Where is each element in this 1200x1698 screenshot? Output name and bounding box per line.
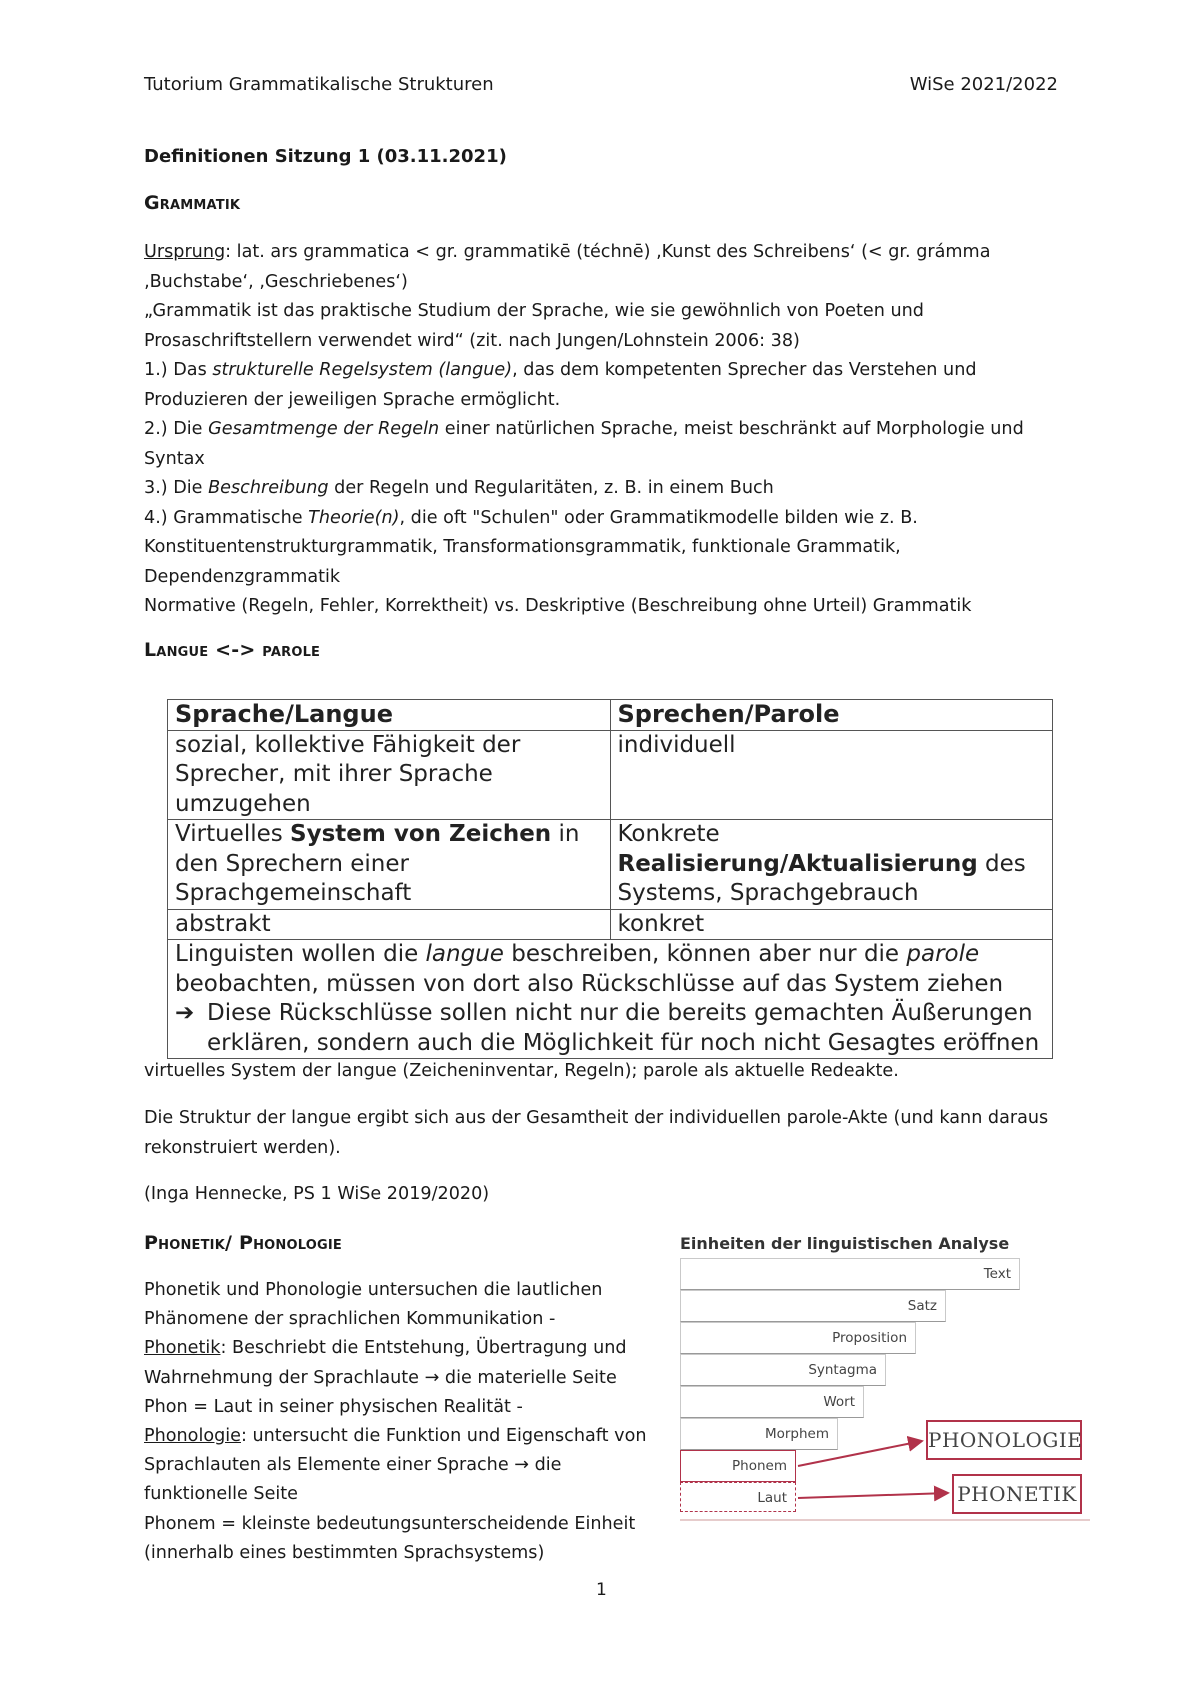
- item1-em: strukturelle Regelsystem (langue): [212, 360, 513, 380]
- phonetik-definition: [144, 1334, 664, 1392]
- arrow-phonem-phonologie: [798, 1441, 922, 1466]
- unit-level-syntagma: Syntagma: [680, 1354, 886, 1386]
- ursprung-text: : lat. ars grammatica < gr. grammatikē (téchnē) ‚Kunst des Schreibens‘ (< gr. grámma ‚Buchstabe‘, ‚Geschriebenes‘): [144, 242, 991, 292]
- unit-level-proposition: Proposition: [680, 1322, 916, 1354]
- item4-em: Theorie(n): [308, 507, 400, 528]
- phonetik-text: : Beschriebt die Entstehung, Übertragung und Wahrnehmung der Sprachlaute → die materielle Seite: [144, 1338, 627, 1388]
- phonetik-body: [144, 1276, 664, 1568]
- table-header-langue: Sprache/Langue: [168, 700, 611, 731]
- phonem-definition: Phonem = kleinste bedeutungsunterscheidende Einheit (innerhalb eines bestimmten Sprachsystems): [144, 1513, 636, 1563]
- table-header-parole: Sprechen/Parole: [610, 700, 1053, 731]
- item4-post: , die oft "Schulen" oder Grammatikmodelle bilden wie z. B. Konstituentenstrukturgrammatik, Transformationsgrammatik, funktionale Grammatik, Dependenzgrammatik: [144, 507, 918, 587]
- table-cell: abstrakt: [168, 909, 611, 940]
- phonetik-intro: Phonetik und Phonologie untersuchen die lautlichen Phänomene der sprachlichen Kommunikation -: [144, 1280, 603, 1330]
- phonetik-label: Phonetik: [144, 1338, 221, 1359]
- grammatik-item-4: [144, 504, 1064, 593]
- table-row: [168, 730, 1053, 820]
- note-text: Linguisten wollen die: [175, 941, 426, 967]
- table-header-row: [168, 700, 1053, 731]
- table-row: [168, 940, 1053, 1059]
- note-text: beschreiben, können aber nur die: [503, 941, 907, 967]
- unit-level-satz: Satz: [680, 1290, 946, 1322]
- heading-phonetik-phonologie: Phonetik/ Phonologie: [144, 1232, 342, 1254]
- unit-level-wort: Wort: [680, 1386, 864, 1418]
- heading-grammatik: Grammatik: [144, 192, 241, 214]
- item1-post: , das dem kompetenten Sprecher das Verstehen und Produzieren der jeweiligen Sprache ermöglicht.: [144, 360, 977, 410]
- item3-post: der Regeln und Regularitäten, z. B. in einem Buch: [328, 478, 774, 498]
- grammatik-item-3: [144, 474, 1064, 504]
- ursprung-line: [144, 238, 1064, 297]
- item1-pre: 1.) Das: [144, 360, 213, 380]
- item3-pre: 3.) Die: [144, 478, 209, 498]
- ursprung-label: Ursprung: [144, 242, 226, 262]
- item4-pre: 4.) Grammatische: [144, 507, 309, 528]
- cell-text: Virtuelles: [175, 821, 291, 847]
- grammatik-normative: Normative (Regeln, Fehler, Korrektheit) vs. Deskriptive (Beschreibung ohne Urteil) Grammatik: [144, 596, 972, 616]
- table-cell: [168, 820, 611, 910]
- header-semester: WiSe 2021/2022: [909, 74, 1058, 95]
- unit-level-morphem: Morphem: [680, 1418, 838, 1450]
- item3-em: Beschreibung: [208, 478, 329, 498]
- phon-definition: Phon = Laut in seiner physischen Realität -: [144, 1396, 523, 1417]
- grammatik-body: [144, 238, 1064, 622]
- arrow-laut-phonetik: [798, 1493, 948, 1498]
- grammatik-item-1: [144, 356, 1064, 415]
- item2-pre: 2.) Die: [144, 419, 209, 439]
- note-em: parole: [906, 941, 980, 967]
- table-cell: individuell: [610, 730, 1053, 820]
- table-note-cell: [168, 940, 1053, 1059]
- phonologie-text: : untersucht die Funktion und Eigenschaft von Sprachlauten als Elemente einer Sprache → die funktionelle Seite: [144, 1426, 647, 1505]
- table-row: [168, 820, 1053, 910]
- phonologie-label: Phonologie: [144, 1426, 241, 1447]
- table-row: [168, 909, 1053, 940]
- table-note-arrow-line: [175, 999, 1045, 1058]
- item2-em: Gesamtmenge der Regeln: [208, 419, 440, 439]
- units-figure-title: Einheiten der linguistischen Analyse: [680, 1234, 1010, 1253]
- langue-para-1: virtuelles System der langue (Zeicheninventar, Regeln); parole als aktuelle Redeakte.: [144, 1061, 899, 1081]
- table-note: [175, 940, 1045, 999]
- session-title: Definitionen Sitzung 1 (03.11.2021): [144, 146, 507, 167]
- table-cell: konkret: [610, 909, 1053, 940]
- header-course-title: Tutorium Grammatikalische Strukturen: [144, 74, 494, 95]
- label-phonetik: PHONETIK: [952, 1474, 1082, 1514]
- cell-bold: Realisierung/Aktualisierung: [617, 850, 978, 877]
- langue-citation: (Inga Hennecke, PS 1 WiSe 2019/2020): [144, 1184, 490, 1204]
- cell-text: des Systems, Sprachgebrauch: [617, 850, 1026, 906]
- grammatik-quote: „Grammatik ist das praktische Studium der Sprache, wie sie gewöhnlich von Poeten und Prosaschriftstellern verwendet wird“ (zit. nach Jungen/Lohnstein 2006: 38): [144, 301, 924, 351]
- note-text: beobachten, müssen von dort also Rückschlüsse auf das System ziehen: [175, 970, 1004, 997]
- arrow-right-icon: ➔: [175, 1000, 195, 1026]
- page-number: 1: [596, 1580, 607, 1600]
- heading-langue-parole: Langue <-> parole: [144, 639, 321, 661]
- langue-para-2: Die Struktur der langue ergibt sich aus der Gesamtheit der individuellen parole-Akte (und kann daraus rekonstruiert werden).: [144, 1108, 1049, 1158]
- note-em: langue: [425, 941, 504, 967]
- grammatik-item-2: [144, 415, 1064, 474]
- cell-text: in den Sprechern einer Sprachgemeinschaft: [175, 821, 580, 906]
- cell-text: Konkrete: [617, 821, 720, 847]
- table-cell: sozial, kollektive Fähigkeit der Sprecher, mit ihrer Sprache umzugehen: [168, 730, 611, 820]
- langue-parole-table: [167, 699, 1053, 1059]
- unit-level-text: Text: [680, 1258, 1020, 1290]
- phonologie-definition: [144, 1422, 664, 1510]
- unit-level-laut: Laut: [680, 1482, 796, 1512]
- units-figure: [680, 1234, 1100, 1534]
- unit-level-phonem: Phonem: [680, 1450, 796, 1482]
- table-cell: [610, 820, 1053, 910]
- item2-post: einer natürlichen Sprache, meist beschränkt auf Morphologie und Syntax: [144, 419, 1024, 469]
- note-arrow-text: Diese Rückschlüsse sollen nicht nur die bereits gemachten Äußerungen erklären, sondern auch die Möglichkeit für noch nicht Gesagtes eröffnen: [207, 1000, 1040, 1056]
- cell-bold: System von Zeichen: [290, 821, 552, 847]
- label-phonologie: PHONOLOGIE: [926, 1420, 1082, 1460]
